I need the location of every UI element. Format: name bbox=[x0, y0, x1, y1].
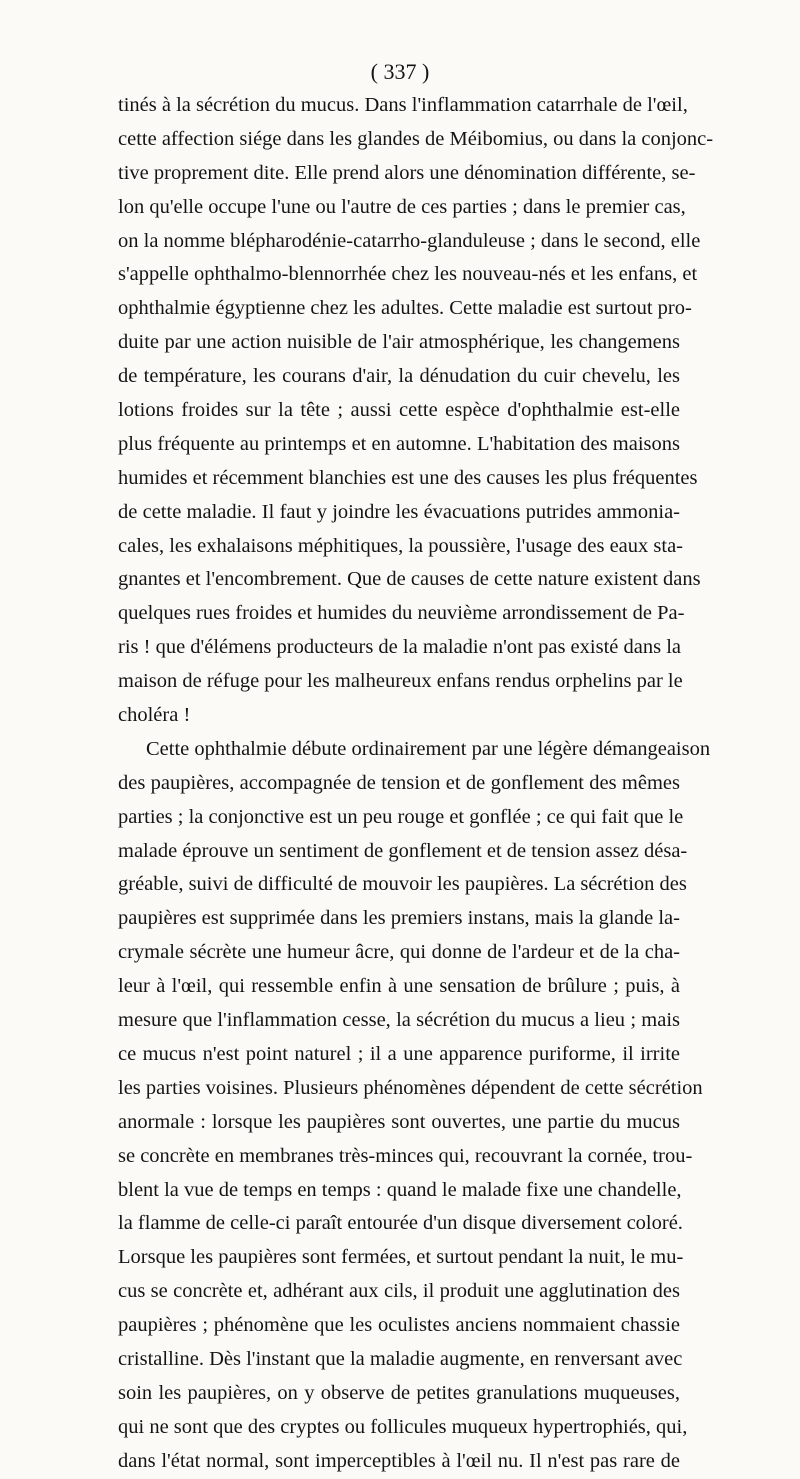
text-line: maison de réfuge pour les malheureux enfans rendus orphelins par le bbox=[118, 670, 683, 693]
text-line: parties ; la conjonctive est un peu rouge et gonflée ; ce qui fait que le bbox=[118, 805, 684, 828]
text-line: cristalline. Dès l'instant que la maladie augmente, en renversant avec bbox=[118, 1347, 683, 1370]
text-line: gréable, suivi de difficulté de mouvoir les paupières. La sécrétion des bbox=[118, 873, 687, 896]
text-line: humides et récemment blanchies est une des causes les plus fréquentes bbox=[118, 466, 698, 489]
text-line: dans l'état normal, sont imperceptibles à l'œil nu. Il n'est pas rare de bbox=[118, 1449, 680, 1472]
text-line: gnantes et l'encombrement. Que de causes de cette nature existent dans bbox=[118, 568, 701, 591]
text-line: mesure que l'inflammation cesse, la sécrétion du mucus a lieu ; mais bbox=[118, 1009, 680, 1032]
text-line: lon qu'elle occupe l'une ou l'autre de ces parties ; dans le premier cas, bbox=[118, 195, 686, 218]
text-line: ris ! que d'élémens producteurs de la maladie n'ont pas existé dans la bbox=[118, 636, 681, 659]
text-line: malade éprouve un sentiment de gonflement et de tension assez désa- bbox=[118, 839, 688, 862]
text-line: paupières est supprimée dans les premiers instans, mais la glande la- bbox=[118, 907, 680, 930]
text-line: s'appelle ophthalmo-blennorrhée chez les nouveau-nés et les enfans, et bbox=[118, 263, 698, 286]
text-line: qui ne sont que des cryptes ou follicules muqueux hypertrophiés, qui, bbox=[118, 1415, 688, 1438]
text-line: plus fréquente au printemps et en automne. L'habitation des maisons bbox=[118, 432, 680, 455]
text-line: de température, les courans d'air, la dénudation du cuir chevelu, les bbox=[118, 365, 680, 388]
text-line: les parties voisines. Plusieurs phénomènes dépendent de cette sécrétion bbox=[118, 1076, 703, 1099]
page-number: ( 337 ) bbox=[370, 59, 430, 84]
text-line: crymale sécrète une humeur âcre, qui donne de l'ardeur et de la cha- bbox=[118, 941, 680, 964]
text-line: on la nomme blépharodénie-catarrho-glanduleuse ; dans le second, elle bbox=[118, 229, 701, 252]
text-line: blent la vue de temps en temps : quand le malade fixe une chandelle, bbox=[118, 1178, 682, 1201]
paragraph-1 bbox=[118, 89, 714, 733]
body-text bbox=[118, 89, 714, 1479]
text-line: cette affection siége dans les glandes de Méibomius, ou dans la conjonc- bbox=[118, 127, 714, 150]
text-line: Lorsque les paupières sont fermées, et surtout pendant la nuit, le mu- bbox=[118, 1246, 684, 1269]
text-line: des paupières, accompagnée de tension et de gonflement des mêmes bbox=[118, 771, 680, 794]
text-line: leur à l'œil, qui ressemble enfin à une sensation de brûlure ; puis, à bbox=[118, 975, 680, 998]
paragraph-2 bbox=[118, 733, 711, 1479]
text-line: la flamme de celle-ci paraît entourée d'un disque diversement coloré. bbox=[118, 1212, 683, 1235]
text-line: se concrète en membranes très-minces qui, recouvrant la cornée, trou- bbox=[118, 1144, 693, 1167]
text-line: tive proprement dite. Elle prend alors une dénomination différente, se- bbox=[118, 161, 696, 184]
text-line: choléra ! bbox=[118, 704, 191, 727]
text-line: ophthalmie égyptienne chez les adultes. Cette maladie est surtout pro- bbox=[118, 297, 692, 320]
text-line: quelques rues froides et humides du neuvième arrondissement de Pa- bbox=[118, 602, 685, 625]
text-line: de cette maladie. Il faut y joindre les évacuations putrides ammonia- bbox=[118, 500, 680, 523]
text-line: paupières ; phénomène que les oculistes anciens nommaient chassie bbox=[118, 1314, 680, 1337]
text-line: tinés à la sécrétion du mucus. Dans l'inflammation catarrhale de l'œil, bbox=[118, 94, 688, 116]
text-line: soin les paupières, on y observe de petites granulations muqueuses, bbox=[118, 1381, 680, 1404]
text-line: anormale : lorsque les paupières sont ouvertes, une partie du mucus bbox=[118, 1110, 680, 1133]
text-line: Cette ophthalmie débute ordinairement par une légère démangeaison bbox=[146, 737, 711, 760]
text-line: duite par une action nuisible de l'air atmosphérique, les changemens bbox=[118, 331, 680, 354]
text-line: cus se concrète et, adhérant aux cils, il produit une agglutination des bbox=[118, 1280, 680, 1303]
text-line: cales, les exhalaisons méphitiques, la poussière, l'usage des eaux sta- bbox=[118, 534, 684, 557]
text-line: ce mucus n'est point naturel ; il a une apparence puriforme, il irrite bbox=[118, 1042, 680, 1065]
text-line: lotions froides sur la tête ; aussi cette espèce d'ophthalmie est-elle bbox=[118, 399, 680, 422]
